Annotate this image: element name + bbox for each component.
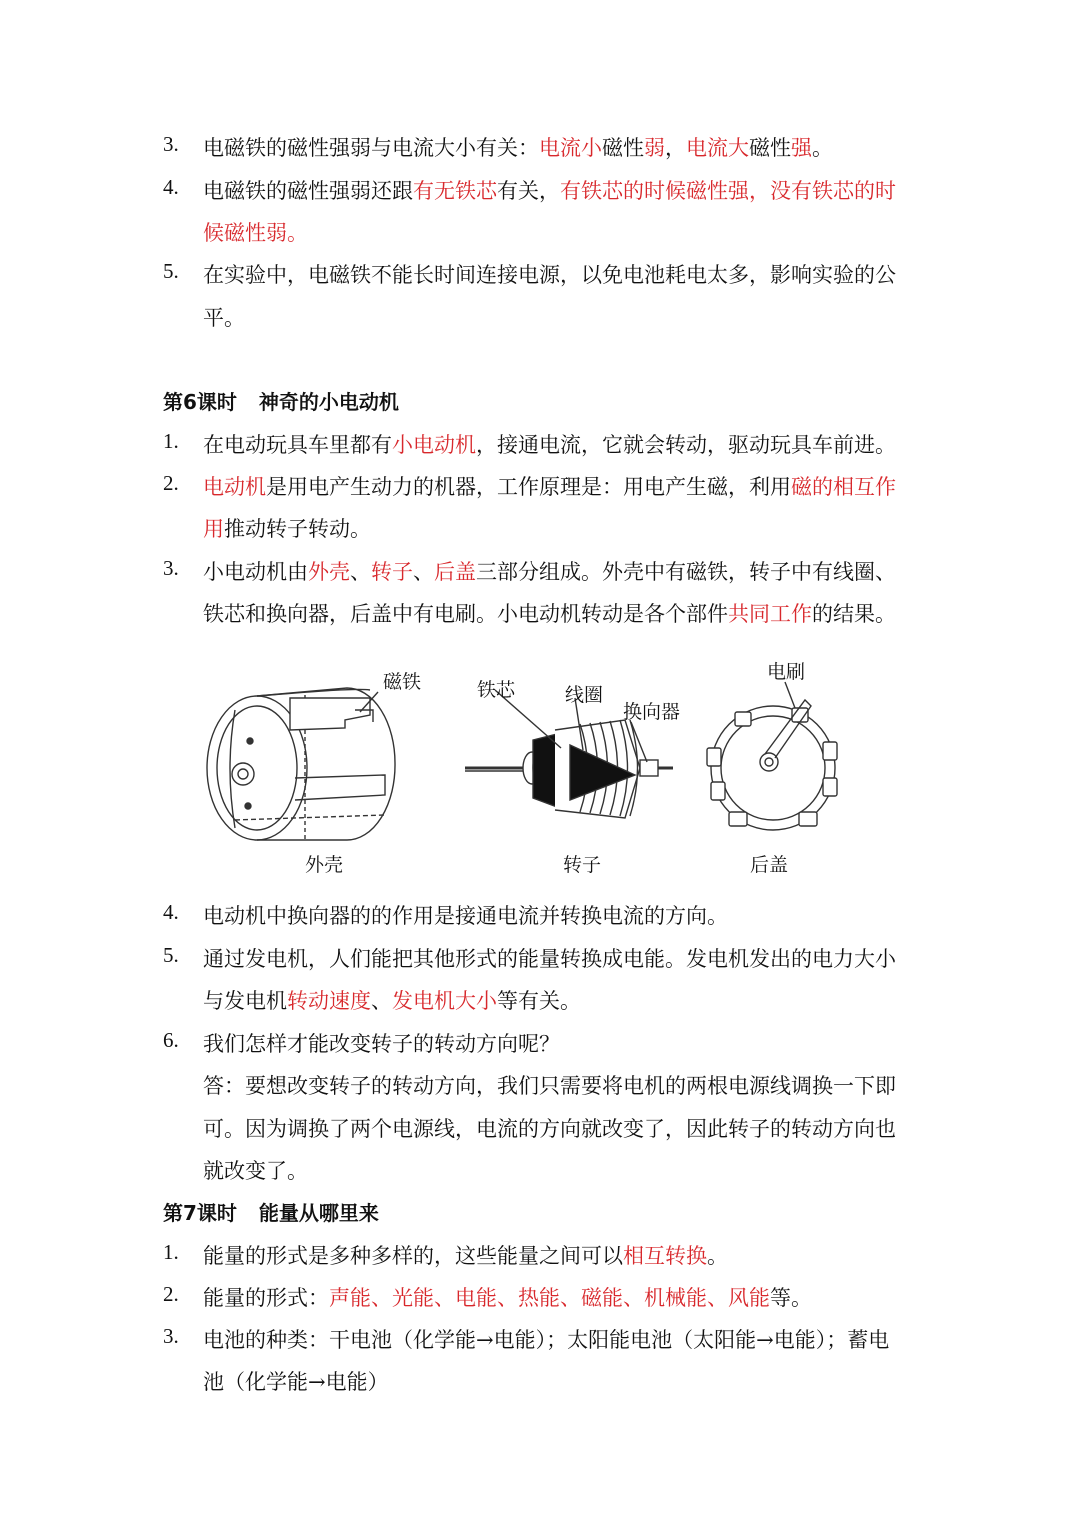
body-text: 通过发电机，人们能把其他形式的能量转换成电能。发电机发出的电力大小 [203, 947, 896, 971]
highlight-text: 有铁芯的时候磁性强，没有铁芯的时 [560, 179, 896, 203]
body-text: 铁芯和换向器，后盖中有电刷。小电动机转动是各个部件 [203, 602, 728, 626]
body-text: 我们怎样才能改变转子的转动方向呢？ [203, 1032, 560, 1056]
motor-diagram [195, 650, 895, 885]
list-number: 2. [163, 471, 179, 495]
body-text: 与发电机 [203, 989, 287, 1013]
highlight-text: 后盖 [434, 560, 476, 584]
list-number: 5. [163, 259, 179, 283]
list-item-line [203, 1070, 896, 1100]
body-text: 推动转子转动。 [224, 517, 371, 541]
section7-heading [163, 1197, 379, 1226]
list-number: 1. [163, 429, 179, 453]
label-brush: 电刷 [767, 661, 806, 683]
list-item-line [203, 302, 245, 332]
body-text: 在实验中，电磁铁不能长时间连接电源，以免电池耗电太多，影响实验的公 [203, 263, 896, 287]
body-text: 三部分组成。外壳中有磁铁，转子中有线圈、 [476, 560, 896, 584]
list-item-line [203, 471, 896, 501]
highlight-text: 相互转换 [623, 1244, 707, 1268]
cover-drawing [707, 682, 837, 830]
label-rotor: 转子 [563, 854, 602, 876]
body-text: 电动机中换向器的的作用是接通电流并转换电流的方向。 [203, 904, 728, 928]
list-item-line [203, 598, 896, 628]
body-text: 磁性 [602, 136, 644, 160]
list-item-line [203, 217, 308, 247]
list-item-line [203, 429, 896, 459]
highlight-text: 转子 [371, 560, 413, 584]
body-text: 小电动机由 [203, 560, 308, 584]
label-core: 铁芯 [477, 679, 516, 701]
list-item-line [203, 259, 896, 289]
highlight-text: 电流小 [539, 136, 602, 160]
body-text: 、 [350, 560, 371, 584]
list-item-line [203, 943, 896, 973]
label-commutator: 换向器 [623, 701, 681, 723]
highlight-text: 磁的相互作 [791, 475, 896, 499]
highlight-text: 声能、光能、电能、热能、磁能、机械能、风能 [329, 1286, 770, 1310]
list-item-line [203, 1282, 812, 1312]
body-text: 的结果。 [812, 602, 896, 626]
highlight-text: 电动机 [203, 475, 266, 499]
label-coil: 线圈 [565, 684, 604, 706]
body-text: 磁性 [749, 136, 791, 160]
highlight-text: 共同工作 [728, 602, 812, 626]
body-text: 电磁铁的磁性强弱还跟 [203, 179, 413, 203]
list-number: 1. [163, 1240, 179, 1264]
highlight-text: 电流大 [686, 136, 749, 160]
list-number: 3. [163, 1324, 179, 1348]
section7-lesson: 第7课时 [163, 1201, 237, 1225]
shell-drawing [207, 688, 395, 840]
section6-title: 神奇的小电动机 [258, 390, 399, 414]
section6-lesson: 第6课时 [163, 390, 237, 414]
highlight-text: 发电机大小 [392, 989, 497, 1013]
body-text: 能量的形式： [203, 1286, 329, 1310]
label-magnet: 磁铁 [383, 671, 422, 693]
list-number: 5. [163, 943, 179, 967]
list-item-line [203, 1240, 728, 1270]
list-item-line [203, 985, 581, 1015]
body-text: 可。因为调换了两个电源线，电流的方向就改变了，因此转子的转动方向也 [203, 1117, 896, 1141]
body-text: 是用电产生动力的机器，工作原理是：用电产生磁，利用 [266, 475, 791, 499]
section6-heading [163, 386, 399, 415]
body-text: 答：要想改变转子的转动方向，我们只需要将电机的两根电源线调换一下即 [203, 1074, 896, 1098]
list-item-line [203, 1366, 389, 1396]
list-item-line [203, 900, 728, 930]
list-number: 3. [163, 132, 179, 156]
list-number: 2. [163, 1282, 179, 1306]
body-text: 电池的种类：干电池（化学能→电能）；太阳能电池（太阳能→电能）；蓄电 [203, 1328, 890, 1352]
body-text: 。 [707, 1244, 728, 1268]
body-text: 等。 [770, 1286, 812, 1310]
body-text: 就改变了。 [203, 1159, 308, 1183]
list-item-line [203, 1028, 560, 1058]
list-number: 3. [163, 556, 179, 580]
body-text: 等有关。 [497, 989, 581, 1013]
highlight-text: 用 [203, 517, 224, 541]
list-item-line [203, 132, 833, 162]
list-item-line [203, 1113, 896, 1143]
highlight-text: 小电动机 [392, 433, 476, 457]
highlight-text: 有无铁芯 [413, 179, 497, 203]
body-text: 能量的形式是多种多样的，这些能量之间可以 [203, 1244, 623, 1268]
label-shell: 外壳 [305, 854, 344, 876]
highlight-text: 外壳 [308, 560, 350, 584]
list-item-line [203, 556, 896, 586]
list-item-line [203, 1324, 889, 1354]
body-text: 、 [413, 560, 434, 584]
list-number: 4. [163, 900, 179, 924]
body-text: 有关， [497, 179, 560, 203]
list-item-line [203, 513, 371, 543]
highlight-text: 转动速度 [287, 989, 371, 1013]
list-item-line [203, 175, 896, 205]
list-number: 6. [163, 1028, 179, 1052]
list-item-line [203, 1155, 308, 1185]
body-text: 平。 [203, 306, 245, 330]
label-cover: 后盖 [750, 854, 789, 876]
section7-title: 能量从哪里来 [258, 1201, 379, 1225]
body-text: 、 [371, 989, 392, 1013]
list-number: 4. [163, 175, 179, 199]
highlight-text: 弱 [644, 136, 665, 160]
body-text: ， [665, 136, 686, 160]
body-text: 在电动玩具车里都有 [203, 433, 392, 457]
body-text: 。 [812, 136, 833, 160]
highlight-text: 候磁性弱。 [203, 221, 308, 245]
body-text: 电磁铁的磁性强弱与电流大小有关： [203, 136, 539, 160]
highlight-text: 强 [791, 136, 812, 160]
motor-figure [195, 650, 895, 885]
body-text: 池（化学能→电能） [203, 1370, 389, 1394]
body-text: ，接通电流，它就会转动，驱动玩具车前进。 [476, 433, 896, 457]
